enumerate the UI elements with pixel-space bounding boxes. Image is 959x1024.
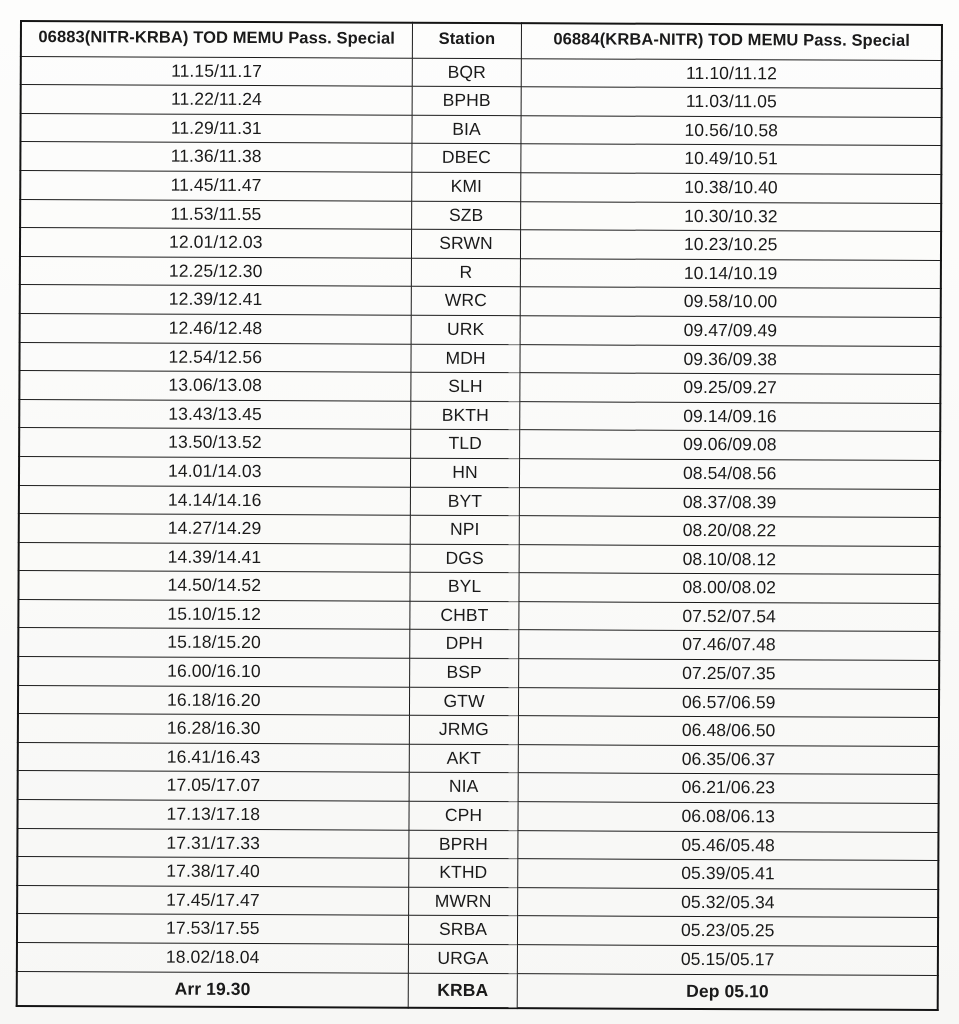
station-code: NIA	[409, 773, 519, 802]
up-train-time: 08.37/08.39	[520, 487, 940, 517]
down-train-time: 11.53/11.55	[20, 199, 411, 229]
terminal-arrival: Arr 19.30	[17, 971, 408, 1007]
station-code: MDH	[411, 344, 521, 373]
up-train-time: 06.08/06.13	[518, 802, 938, 832]
table-row	[18, 685, 939, 718]
up-train-time: 06.57/06.59	[519, 687, 939, 717]
down-train-time: 15.18/15.20	[18, 628, 409, 658]
station-code: TLD	[410, 430, 520, 459]
timetable-body	[17, 56, 942, 1010]
up-train-time: 09.47/09.49	[521, 316, 941, 346]
up-train-time: 06.35/06.37	[519, 745, 939, 775]
table-row	[19, 514, 940, 547]
table-row	[18, 599, 939, 632]
up-train-time: 07.25/07.35	[519, 659, 939, 689]
station-code: BSP	[409, 658, 519, 687]
station-code: R	[411, 258, 521, 287]
table-row	[19, 371, 940, 404]
down-train-time: 16.18/16.20	[18, 685, 409, 715]
table-row	[20, 285, 941, 318]
up-train-time: 09.14/09.16	[520, 401, 940, 431]
up-train-time: 10.30/10.32	[521, 201, 941, 231]
table-row	[18, 714, 939, 747]
table-row	[17, 885, 938, 918]
down-train-time: 17.31/17.33	[17, 828, 408, 858]
table-row	[21, 56, 942, 89]
station-code: BQR	[412, 58, 522, 87]
station-code: CHBT	[409, 601, 519, 630]
down-train-time: 12.46/12.48	[20, 313, 411, 343]
table-row	[20, 142, 941, 175]
table-row	[20, 113, 941, 146]
down-train-time: 11.15/11.17	[21, 56, 412, 86]
down-train-time: 13.06/13.08	[19, 371, 410, 401]
down-train-time: 13.43/13.45	[19, 399, 410, 429]
station-code: SLH	[410, 372, 520, 401]
table-row	[17, 800, 938, 833]
table-row	[19, 428, 940, 461]
station-code: NPI	[410, 515, 520, 544]
up-train-time: 10.49/10.51	[521, 144, 941, 174]
station-code: SRBA	[408, 916, 518, 945]
table-row	[19, 456, 940, 489]
terminal-departure: Dep 05.10	[518, 973, 938, 1009]
table-row	[18, 628, 939, 661]
down-train-time: 17.38/17.40	[17, 857, 408, 887]
up-train-time: 08.00/08.02	[519, 573, 939, 603]
up-train-time: 09.25/09.27	[520, 373, 940, 403]
down-train-time: 11.45/11.47	[20, 170, 411, 200]
down-train-time: 17.05/17.07	[18, 771, 409, 801]
up-train-time: 05.39/05.41	[518, 859, 938, 889]
station-code: DGS	[410, 544, 520, 573]
station-code: DBEC	[411, 144, 521, 173]
down-train-time: 12.39/12.41	[20, 285, 411, 315]
up-train-time: 10.23/10.25	[521, 230, 941, 260]
station-code: BYT	[410, 487, 520, 516]
table-row	[19, 342, 940, 375]
up-train-time: 05.32/05.34	[518, 887, 938, 917]
down-train-time: 12.25/12.30	[20, 256, 411, 286]
up-train-time: 05.46/05.48	[518, 830, 938, 860]
down-train-time: 17.53/17.55	[17, 914, 408, 944]
down-train-time: 14.01/14.03	[19, 456, 410, 486]
up-train-time: 09.06/09.08	[520, 430, 940, 460]
table-row	[17, 942, 938, 975]
table-row	[19, 399, 940, 432]
up-train-time: 10.14/10.19	[521, 258, 941, 288]
down-train-time: 16.00/16.10	[18, 657, 409, 687]
station-code: DPH	[409, 630, 519, 659]
down-train-time: 15.10/15.12	[18, 599, 409, 629]
station-code: KMI	[411, 172, 521, 201]
header-up-train: 06884(KRBA-NITR) TOD MEMU Pass. Special	[522, 23, 942, 60]
down-train-time: 13.50/13.52	[19, 428, 410, 458]
station-code: WRC	[411, 287, 521, 316]
station-code: MWRN	[408, 887, 518, 916]
down-train-time: 17.13/17.18	[17, 800, 408, 830]
down-train-time: 18.02/18.04	[17, 942, 408, 972]
table-row	[19, 542, 940, 575]
station-code: GTW	[409, 687, 519, 716]
down-train-time: 14.14/14.16	[19, 485, 410, 515]
down-train-time: 14.27/14.29	[19, 514, 410, 544]
down-train-time: 16.28/16.30	[18, 714, 409, 744]
table-row	[20, 199, 941, 232]
header-station: Station	[412, 23, 522, 59]
down-train-time: 14.39/14.41	[19, 542, 410, 572]
down-train-time: 11.29/11.31	[20, 113, 411, 143]
up-train-time: 10.56/10.58	[521, 115, 941, 145]
station-code: KTHD	[408, 858, 518, 887]
terminal-row	[17, 971, 938, 1010]
table-row	[21, 85, 942, 118]
station-code: BPHB	[412, 86, 522, 115]
up-train-time: 11.03/11.05	[522, 87, 942, 117]
up-train-time: 05.23/05.25	[518, 916, 938, 946]
table-row	[20, 228, 941, 261]
down-train-time: 14.50/14.52	[18, 571, 409, 601]
up-train-time: 10.38/10.40	[521, 173, 941, 203]
station-code: AKT	[409, 744, 519, 773]
table-row	[20, 256, 941, 289]
station-code: BIA	[412, 115, 522, 144]
up-train-time: 07.52/07.54	[519, 602, 939, 632]
down-train-time: 11.36/11.38	[20, 142, 411, 172]
table-row	[20, 313, 941, 346]
station-code: BYL	[410, 572, 520, 601]
table-row	[18, 771, 939, 804]
header-down-train: 06883(NITR-KRBA) TOD MEMU Pass. Special	[21, 21, 412, 58]
up-train-time: 05.15/05.17	[518, 945, 938, 975]
timetable	[16, 20, 943, 1011]
terminal-station: KRBA	[408, 973, 518, 1008]
table-row	[17, 857, 938, 890]
up-train-time: 11.10/11.12	[522, 58, 942, 88]
up-train-time: 06.21/06.23	[519, 773, 939, 803]
down-train-time: 11.22/11.24	[21, 85, 412, 115]
table-row	[17, 914, 938, 947]
up-train-time: 08.54/08.56	[520, 459, 940, 489]
station-code: HN	[410, 458, 520, 487]
down-train-time: 16.41/16.43	[18, 742, 409, 772]
table-row	[19, 485, 940, 518]
up-train-time: 09.36/09.38	[520, 344, 940, 374]
station-code: SRWN	[411, 229, 521, 258]
table-row	[18, 657, 939, 690]
station-code: BKTH	[410, 401, 520, 430]
down-train-time: 12.01/12.03	[20, 228, 411, 258]
up-train-time: 08.20/08.22	[520, 516, 940, 546]
up-train-time: 06.48/06.50	[519, 716, 939, 746]
station-code: URGA	[408, 944, 518, 973]
table-row	[17, 828, 938, 861]
station-code: SZB	[411, 201, 521, 230]
up-train-time: 07.46/07.48	[519, 630, 939, 660]
down-train-time: 17.45/17.47	[17, 885, 408, 915]
table-row	[20, 170, 941, 203]
up-train-time: 09.58/10.00	[521, 287, 941, 317]
header-row	[21, 21, 942, 60]
table-row	[18, 571, 939, 604]
station-code: URK	[411, 315, 521, 344]
down-train-time: 12.54/12.56	[19, 342, 410, 372]
station-code: BPRH	[408, 830, 518, 859]
station-code: CPH	[409, 801, 519, 830]
up-train-time: 08.10/08.12	[520, 544, 940, 574]
table-row	[18, 742, 939, 775]
station-code: JRMG	[409, 715, 519, 744]
